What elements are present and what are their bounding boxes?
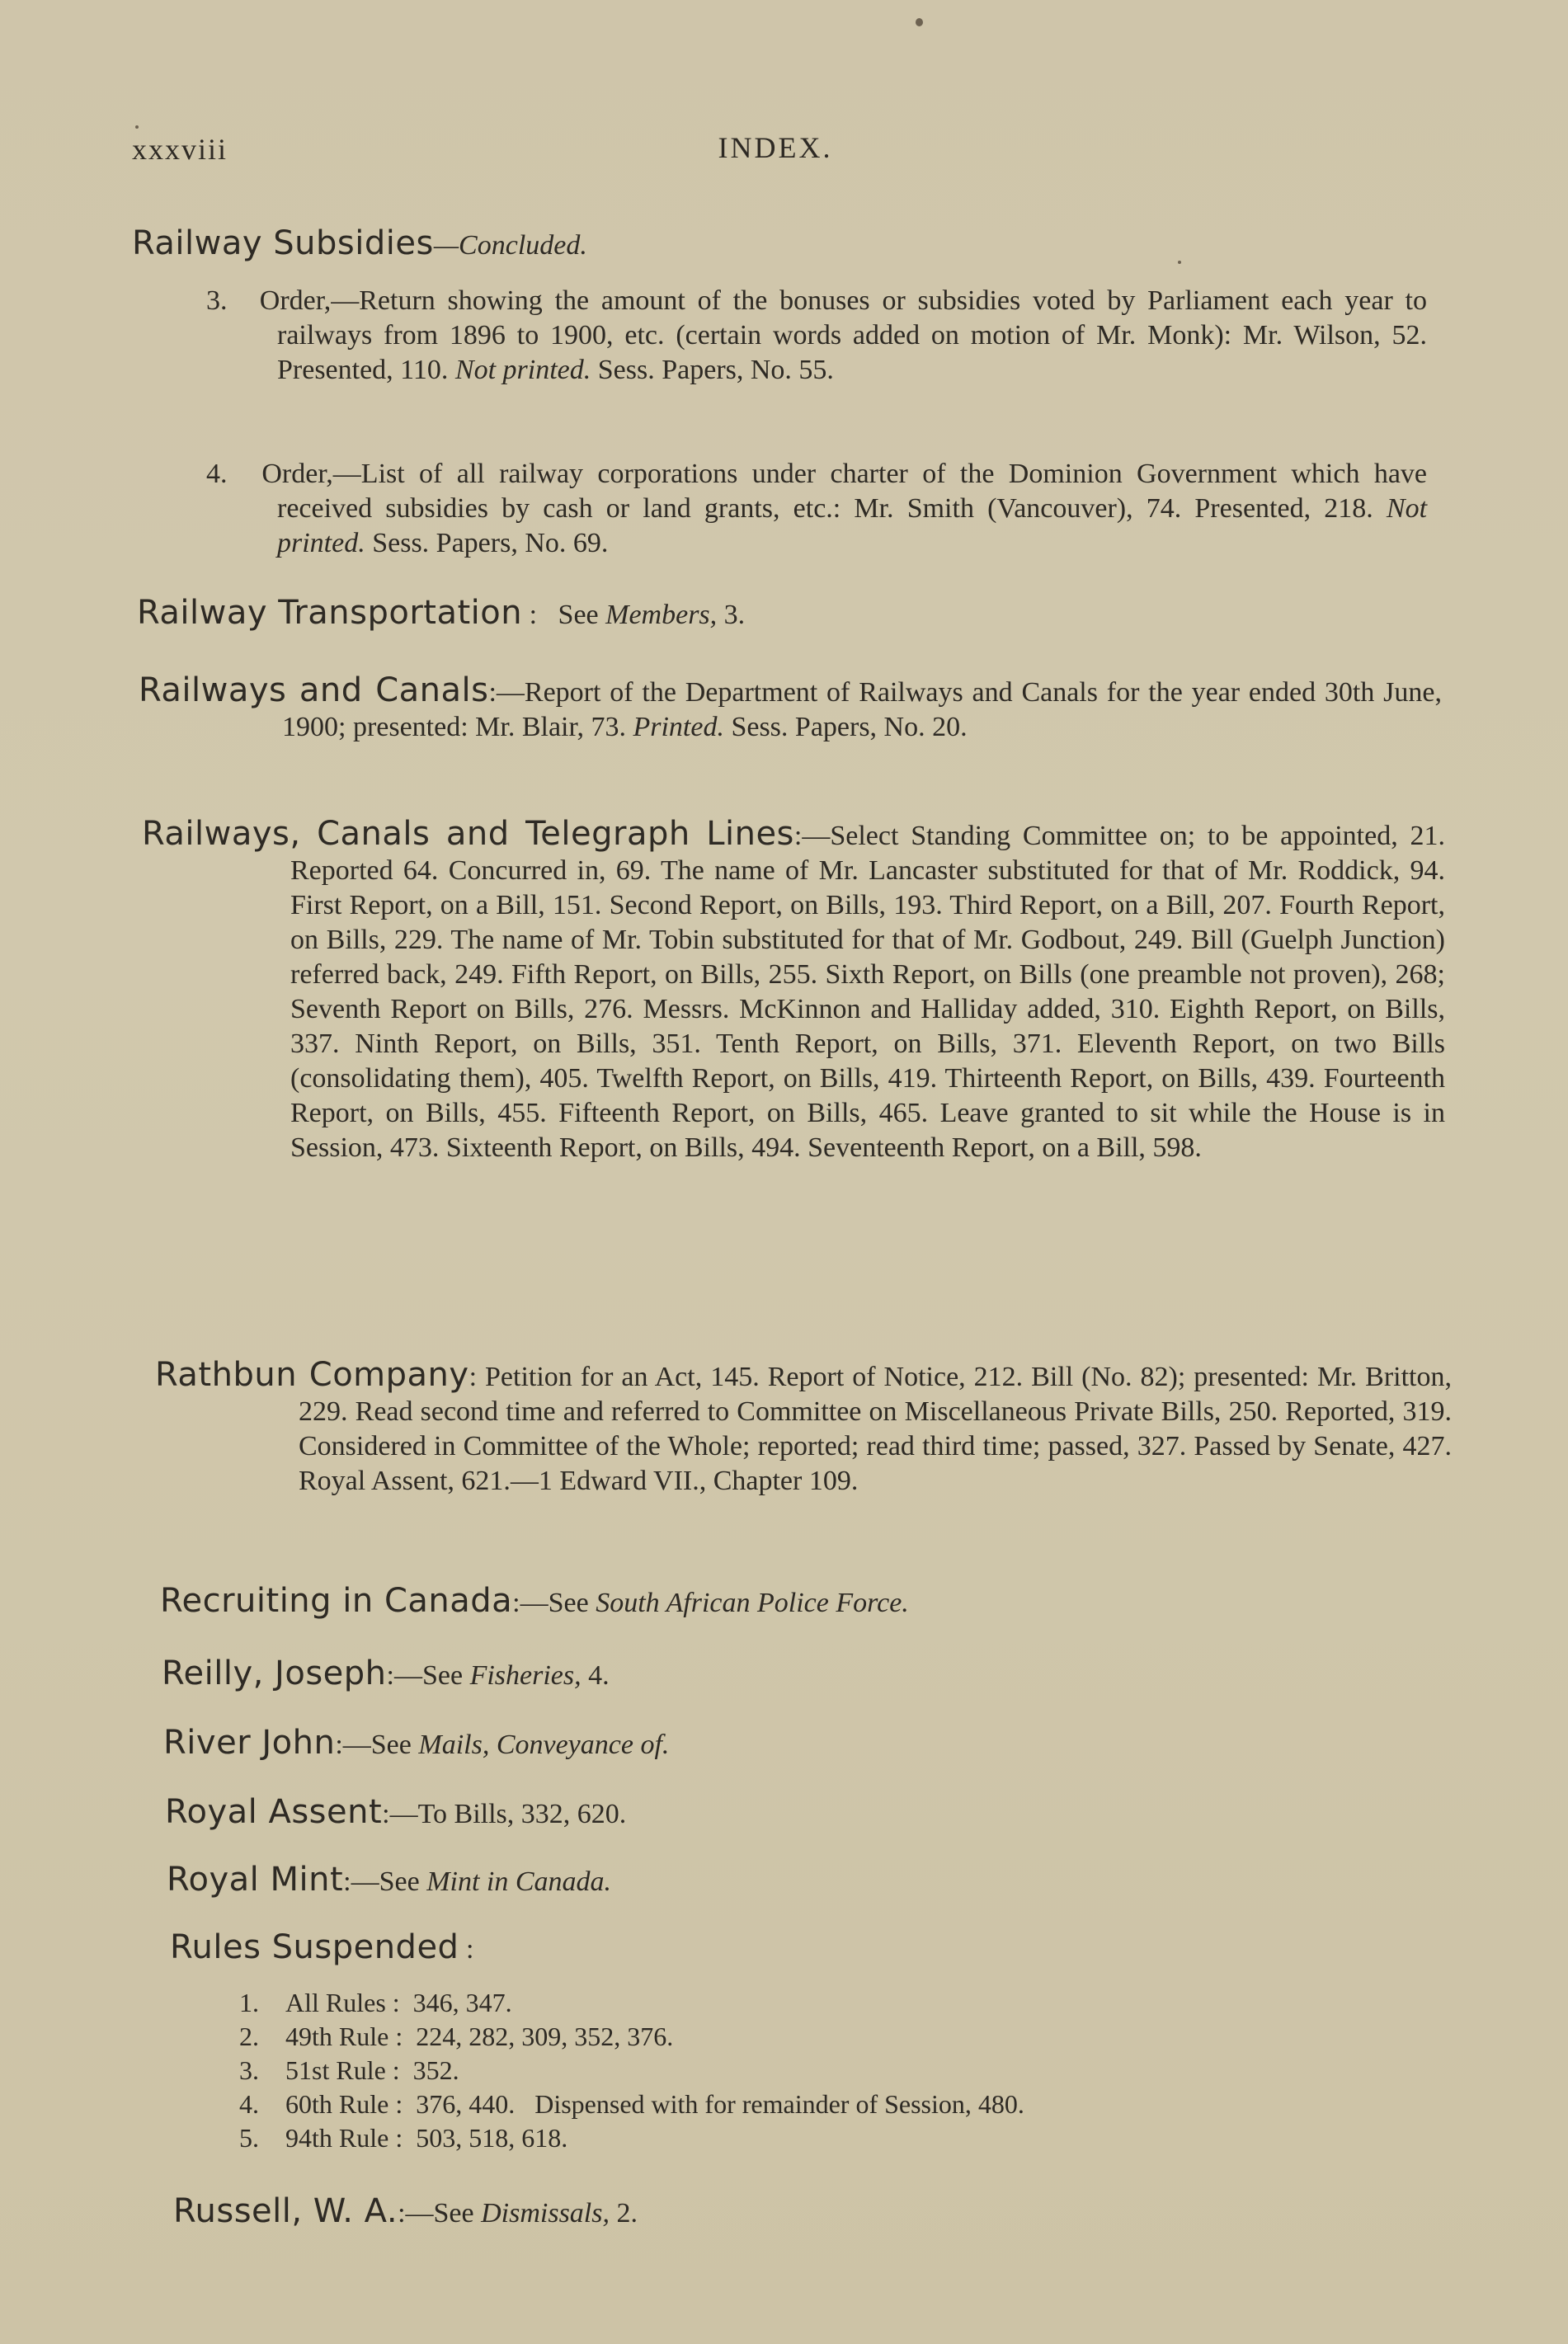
entry-heading: Reilly, Joseph	[162, 1654, 387, 1692]
entry-see-target: South African Police Force.	[596, 1588, 909, 1618]
rule-text: 60th Rule : 376, 440. Dispensed with for remainder of Session, 480.	[285, 2089, 1024, 2119]
entry-heading: Russell, W. A.	[173, 2192, 398, 2230]
entry-railway-subsidies	[132, 226, 1452, 263]
item-italic-note: Not printed.	[454, 355, 591, 385]
entry-colon: :	[465, 1934, 474, 1965]
list-item	[206, 284, 1427, 388]
item-tail: Sess. Papers, No. 55.	[597, 355, 834, 385]
entry-tail: 2.	[616, 2198, 638, 2229]
rule-text: All Rules : 346, 347.	[285, 1988, 512, 2017]
rule-text: 49th Rule : 224, 282, 309, 352, 376.	[285, 2022, 674, 2051]
entry-text: : Petition for an Act, 145. Report of Notice, 212. Bill (No. 82); presented: Mr. Britton, 229. Read second time and referred to Committee on Miscellaneous Private Bills, 250. Reported, 319. Considered in Committee of the Whole; reported; read third time; passed, 327. Passed by Senate, 427. Royal Assent, 621.—1 Edward VII., Chapter 109.	[299, 1362, 1452, 1496]
entry-heading: Railways, Canals and Telegraph Lines	[142, 815, 794, 853]
list-item	[239, 2020, 1476, 2054]
entry-see: :—See	[335, 1730, 412, 1760]
list-item	[239, 1986, 1476, 2020]
entry-see-target: Fisheries,	[469, 1660, 582, 1691]
entry-text: :—To Bills, 332, 620.	[382, 1799, 627, 1829]
entry-see: :—See	[398, 2198, 474, 2229]
item-text: Order,—List of all railway corporations under charter of the Dominion Government which have received subsidies by cash or land grants, etc.: Mr. Smith (Vancouver), 74. Presented, 218.	[261, 459, 1428, 524]
list-item	[239, 2121, 1476, 2155]
entry-heading: Railways and Canals	[139, 671, 489, 709]
entry-russell-wa	[173, 2194, 1460, 2231]
rule-number: 1.	[239, 1988, 259, 2017]
list-item	[206, 457, 1427, 561]
entry-suffix: —Concluded.	[433, 230, 587, 261]
entry-see-target: Mint in Canada.	[426, 1866, 612, 1897]
entry-see-target: Mails, Conveyance of.	[418, 1730, 670, 1760]
item-number: 3.	[206, 285, 228, 316]
entry-text: :—Select Standing Committee on; to be appointed, 21. Reported 64. Concurred in, 69. The name of Mr. Lancaster substituted for that of Mr. Roddick, 94. First Report, on a Bill, 151. Second Report, on Bills, 193. Third Report, on a Bill, 207. Fourth Report, on Bills, 229. The name of Mr. Tobin substituted for that of Mr. Godbout, 249. Bill (Guelph Junction) referred back, 249. Fifth Report, on Bills, 255. Sixth Report, on Bills (one preamble not proven), 268; Seventh Report on Bills, 276. Messrs. McKinnon and Halliday added, 310. Eighth Report, on Bills, 337. Ninth Report, on Bills, 351. Tenth Report, on Bills, 371. Eleventh Report, on two Bills (consolidating them), 405. Twelfth Report, on Bills, 419. Thirteenth Report, on Bills, 439. Fourteenth Report, on Bills, 455. Fifteenth Report, on Bills, 465. Leave granted to sit while the House is in Session, 473. Sixteenth Report, on Bills, 494. Seventeenth Report, on a Bill, 598.	[290, 821, 1446, 1163]
entry-river-john	[163, 1725, 1450, 1763]
page-title: INDEX.	[718, 131, 833, 164]
entry-railways-and-canals	[139, 673, 1442, 745]
entry-heading: Royal Assent	[165, 1793, 383, 1831]
item-tail: Sess. Papers, No. 69.	[372, 528, 609, 558]
rule-number: 2.	[239, 2022, 259, 2051]
rule-text: 94th Rule : 503, 518, 618.	[285, 2123, 568, 2153]
list-item	[239, 2054, 1476, 2087]
list-item	[239, 2087, 1476, 2121]
entry-heading: Royal Mint	[167, 1861, 344, 1899]
entry-heading: Rules Suspended	[170, 1928, 459, 1966]
entry-rathbun-company	[155, 1358, 1452, 1499]
entry-recruiting-in-canada	[160, 1584, 1447, 1621]
entry-italic-note: Printed.	[633, 712, 724, 742]
entry-see-target: Members,	[605, 600, 718, 630]
entry-heading: River John	[163, 1724, 336, 1762]
entry-reilly-joseph	[162, 1656, 1448, 1693]
entry-royal-assent	[165, 1795, 1452, 1832]
item-text: Order,—Return showing the amount of the bonuses or subsidies voted by Parliament each year to railways from 1896 to 1900, etc. (certain words added on motion of Mr. Monk): Mr. Wilson, 52. Presented, 110.	[259, 285, 1428, 385]
page-number: xxxviii	[132, 133, 228, 166]
page-header	[132, 125, 1419, 175]
entry-rules-suspended	[170, 1930, 1457, 1967]
entry-tail: 4.	[588, 1660, 610, 1691]
entry-heading: Railway Transportation	[137, 594, 523, 632]
rule-text: 51st Rule : 352.	[285, 2055, 459, 2085]
entry-royal-mint	[167, 1862, 1453, 1899]
rules-list	[239, 1986, 1476, 2155]
entry-heading: Rathbun Company	[155, 1356, 469, 1394]
entry-tail: 3.	[723, 600, 746, 630]
entry-railways-canals-telegraph	[142, 817, 1445, 1165]
entry-see: : See	[529, 600, 599, 630]
entry-see: :—See	[343, 1866, 420, 1897]
rule-number: 5.	[239, 2123, 259, 2153]
paper-speck	[916, 18, 923, 26]
item-number: 4.	[206, 459, 228, 489]
item-italic-note: Not printed.	[277, 493, 1428, 558]
rule-number: 4.	[239, 2089, 259, 2119]
entry-text: :—Report of the Department of Railways and Canals for the year ended 30th June, 1900; presented: Mr. Blair, 73.	[282, 677, 1442, 742]
entry-railway-transportation	[137, 595, 1457, 633]
rule-number: 3.	[239, 2055, 259, 2085]
entry-heading: Recruiting in Canada	[160, 1582, 513, 1620]
entry-tail: Sess. Papers, No. 20.	[731, 712, 968, 742]
entry-heading: Railway Subsidies	[132, 224, 434, 262]
entry-see: :—See	[512, 1588, 589, 1618]
entry-see: :—See	[386, 1660, 464, 1691]
entry-see-target: Dismissals,	[481, 2198, 610, 2229]
